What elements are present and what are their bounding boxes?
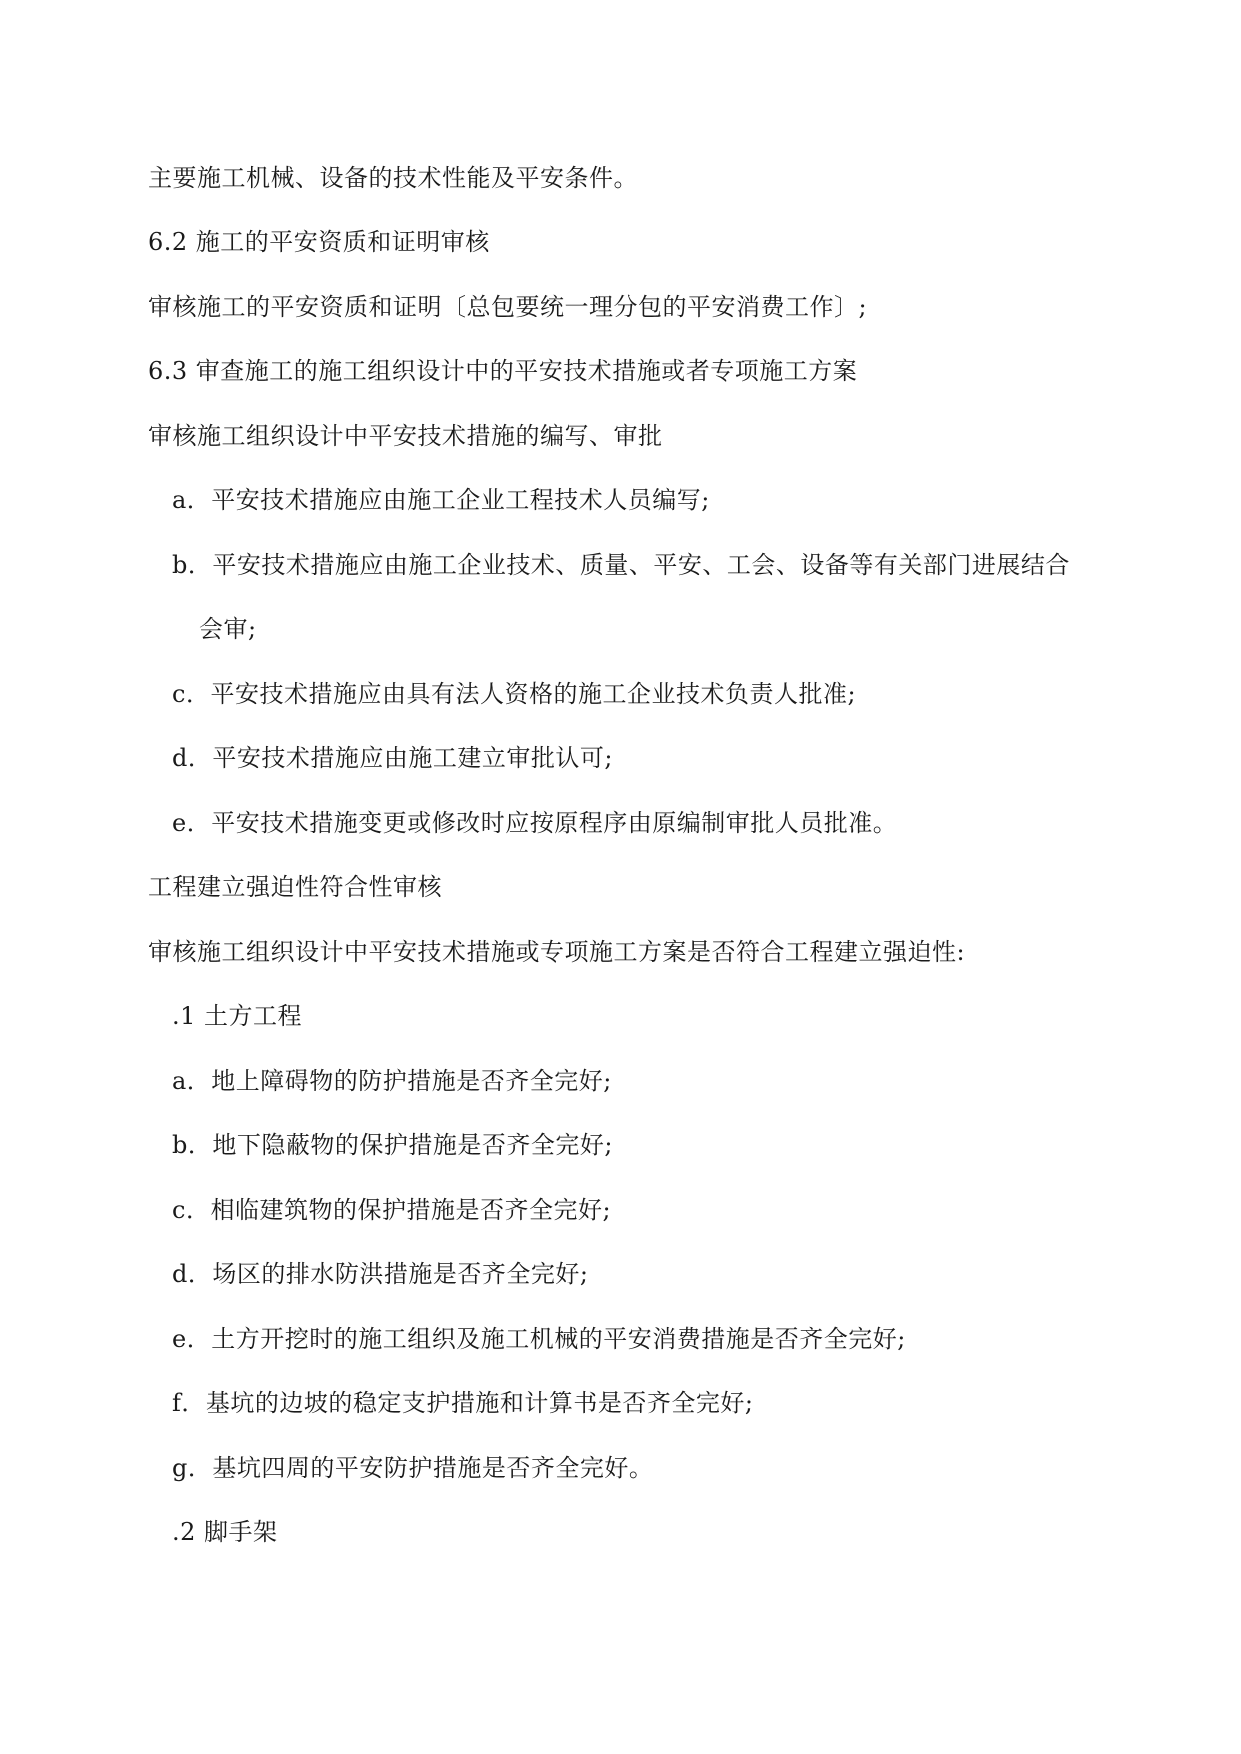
paragraph-equipment-conditions: 主要施工机械、设备的技术性能及平安条件。 <box>148 164 638 192</box>
paragraph-qualification-review: 审核施工的平安资质和证明〔总包要统一理分包的平安消费工作〕; <box>148 293 868 321</box>
earthwork-item-f: f．基坑的边坡的稳定支护措施和计算书是否齐全完好; <box>172 1389 754 1417</box>
earthwork-item-c: c．相临建筑物的保护措施是否齐全完好; <box>172 1196 612 1224</box>
subsection-heading-scaffolding: .2 脚手架 <box>172 1518 278 1546</box>
list-item-c: c．平安技术措施应由具有法人资格的施工企业技术负责人批准; <box>172 680 857 708</box>
section-heading-6-3: 6.3 审查施工的施工组织设计中的平安技术措施或者专项施工方案 <box>148 357 858 385</box>
list-item-a: a．平安技术措施应由施工企业工程技术人员编写; <box>172 486 710 514</box>
earthwork-item-g: g．基坑四周的平安防护措施是否齐全完好。 <box>172 1454 654 1482</box>
list-item-d: d．平安技术措施应由施工建立审批认可; <box>172 744 613 772</box>
section-heading-mandatory-compliance: 工程建立强迫性符合性审核 <box>148 873 442 901</box>
earthwork-item-d: d．场区的排水防洪措施是否齐全完好; <box>172 1260 589 1288</box>
paragraph-compliance-review: 审核施工组织设计中平安技术措施或专项施工方案是否符合工程建立强迫性: <box>148 938 966 966</box>
list-item-e: e．平安技术措施变更或修改时应按原程序由原编制审批人员批准。 <box>172 809 898 837</box>
earthwork-item-b: b．地下隐蔽物的保护措施是否齐全完好; <box>172 1131 613 1159</box>
list-item-b: b．平安技术措施应由施工企业技术、质量、平安、工会、设备等有关部门进展结合 <box>172 551 1070 579</box>
paragraph-review-compile-approve: 审核施工组织设计中平安技术措施的编写、审批 <box>148 422 663 450</box>
subsection-heading-earthwork: .1 土方工程 <box>172 1002 303 1030</box>
earthwork-item-a: a．地上障碍物的防护措施是否齐全完好; <box>172 1067 612 1095</box>
section-heading-6-2: 6.2 施工的平安资质和证明审核 <box>148 228 490 256</box>
earthwork-item-e: e．土方开挖时的施工组织及施工机械的平安消费措施是否齐全完好; <box>172 1325 906 1353</box>
list-item-b-continuation: 会审; <box>199 615 257 643</box>
